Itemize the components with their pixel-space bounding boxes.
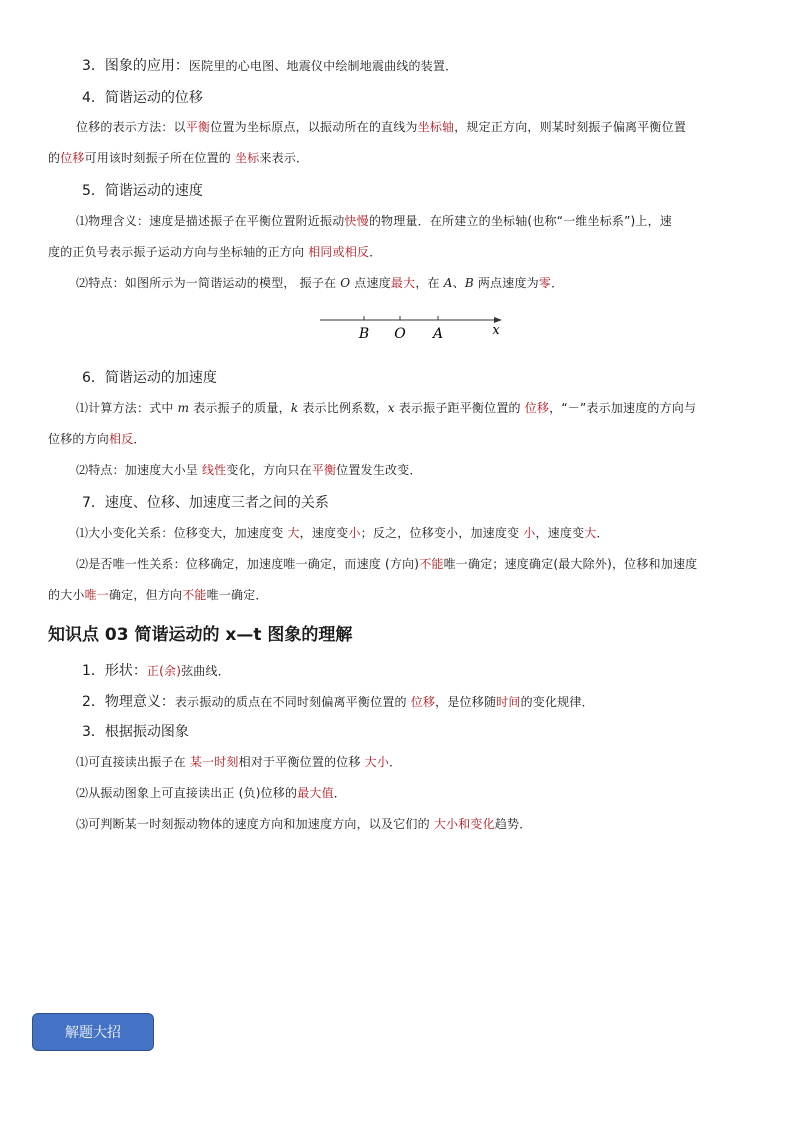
section-7-para1 [76, 524, 609, 541]
section-4-para-line1 [76, 118, 686, 135]
text-run: 确定，但方向 [109, 588, 183, 602]
text-run: ，是位移随 [435, 695, 497, 709]
keyword: 平衡 [311, 463, 337, 477]
label-b: B [358, 326, 370, 342]
text-run: ；反之，位移变小，加速度变 [360, 526, 524, 540]
label-x: x [492, 323, 500, 338]
section-3-number: 3． [82, 58, 105, 74]
text-run: 位移的表示方法：以 [76, 120, 186, 134]
text-run: 趋势． [494, 817, 532, 831]
symbol: A [443, 276, 453, 290]
section-3-text: 医院里的心电图、地震仪中绘制地震曲线的装置． [188, 59, 458, 73]
keyword: 唯一 [84, 588, 110, 602]
text-run: 的大小 [48, 588, 85, 602]
text-run: 来表示． [259, 151, 309, 165]
axis-diagram [318, 312, 508, 346]
label-o: O [394, 326, 406, 342]
keyword: 大小和变化 [433, 817, 495, 831]
text-run: 位置为坐标原点，以振动所在的直线为 [210, 120, 418, 134]
item-title: 1．形状： [82, 663, 147, 679]
text-run: 唯一确定；速度确定(最大除外)，位移和加速度 [443, 557, 698, 571]
keyword: 零 [538, 276, 552, 290]
label-a: A [432, 326, 444, 342]
keyword: 某一时刻 [189, 755, 239, 769]
section-3-line [82, 55, 457, 75]
keyword: 相同或相反 [308, 245, 370, 259]
text-run: ，速度变 [299, 526, 349, 540]
symbol: x [387, 401, 395, 415]
text-run: ⑶可判断某一时刻振动物体的速度方向和加速度方向，以及它们的 [76, 817, 434, 831]
keyword: 快慢 [344, 214, 369, 228]
axis-svg [318, 312, 508, 346]
keyword: 坐标 [235, 151, 260, 165]
symbol: B [464, 276, 474, 290]
symbol: k [290, 401, 299, 415]
text-run: ⑴物理含义：速度是描述振子在平衡位置附近振动 [76, 214, 345, 228]
text-run: 的物理量．在所建立的坐标轴(也称“一维坐标系”)上，速 [368, 214, 673, 228]
keyword: 平衡 [185, 120, 211, 134]
keyword: 大 [584, 526, 597, 540]
text-run: ． [333, 786, 346, 800]
keyword: 时间 [496, 695, 521, 709]
section-7-heading: 7．速度、位移、加速度三者之间的关系 [82, 495, 329, 511]
section-6-para1-line2 [48, 430, 146, 447]
text-run: ⑴计算方法：式中 [76, 401, 178, 415]
kp03-item-3-para1 [76, 753, 401, 770]
text-run: ，在 [415, 276, 444, 290]
text-run: 相对于平衡位置的位移 [238, 755, 365, 769]
text-run: 表示振动的质点在不同时刻偏离平衡位置的 [174, 695, 411, 709]
section-7-para2-line1 [76, 555, 697, 572]
section-5-para1-line1 [76, 212, 672, 229]
keyword: 最大值 [297, 786, 334, 800]
text-run: 表示振子的质量， [189, 401, 291, 415]
section-5-para1-line2 [48, 243, 381, 260]
keyword: 不能 [419, 557, 444, 571]
text-run: ． [551, 276, 564, 290]
kp03-item-3-heading: 3．根据振动图象 [82, 724, 189, 740]
text-run: ⑵特点：加速度大小呈 [76, 463, 203, 477]
text-run: ⑴大小变化关系：位移变大，加速度变 [76, 526, 288, 540]
section-4-para-line2 [48, 149, 308, 166]
kp03-item-1 [82, 660, 230, 680]
keyword: 不能 [182, 588, 207, 602]
keyword: 位移 [60, 151, 85, 165]
section-6-heading: 6．简谐运动的加速度 [82, 370, 217, 386]
text-run: 点速度 [350, 276, 391, 290]
keyword: 小 [348, 526, 361, 540]
knowledge-point-03-heading: 知识点 03 简谐运动的 x—t 图象的理解 [48, 625, 353, 645]
text-run: ，速度变 [535, 526, 585, 540]
section-5-heading: 5．简谐运动的速度 [82, 183, 203, 199]
keyword: 大小 [364, 755, 390, 769]
solution-tips-button[interactable]: 解题大招 [32, 1013, 154, 1051]
text-run: 的 [48, 151, 61, 165]
keyword: 大 [287, 526, 300, 540]
text-run: ． [596, 526, 609, 540]
text-run: 唯一确定． [206, 588, 268, 602]
text-run: 位置发生改变． [336, 463, 422, 477]
item-title: 2．物理意义： [82, 694, 175, 710]
text-run: ⑵从振动图象上可直接读出正 (负)位移的 [76, 786, 298, 800]
section-4-heading: 4．简谐运动的位移 [82, 90, 203, 106]
section-3-title: 图象的应用： [104, 58, 189, 74]
text-run: ⑴可直接读出振子在 [76, 755, 190, 769]
section-6-para1-line1 [76, 399, 696, 416]
symbol: m [177, 401, 190, 415]
text-run: 两点速度为 [473, 276, 539, 290]
text-run: 位移的方向 [48, 432, 110, 446]
text-run: ． [389, 755, 402, 769]
keyword: 最大 [390, 276, 416, 290]
text-run: 变化，方向只在 [226, 463, 312, 477]
text-run: ⑵特点：如图所示为一简谐运动的模型， 振子在 [76, 276, 341, 290]
text-run: ． [369, 245, 382, 259]
section-7-para2-line2 [48, 586, 268, 603]
keyword: 正(余) [146, 664, 182, 678]
keyword: 位移 [410, 695, 436, 709]
keyword: 位移 [524, 401, 550, 415]
text-run: 弦曲线． [181, 664, 230, 678]
text-run: 、 [452, 276, 465, 290]
text-run: 度的正负号表示振子运动方向与坐标轴的正方向 [48, 245, 309, 259]
text-run: 表示振子距平衡位置的 [394, 401, 525, 415]
symbol: O [340, 276, 351, 290]
keyword: 相反 [109, 432, 134, 446]
keyword: 坐标轴 [417, 120, 455, 134]
kp03-item-3-para3 [76, 815, 531, 832]
keyword: 小 [523, 526, 536, 540]
text-run: ⑵是否唯一性关系：位移确定，加速度唯一确定，而速度 (方向) [76, 557, 420, 571]
kp03-item-3-para2 [76, 784, 346, 801]
text-run: ，规定正方向，则某时刻振子偏离平衡位置 [454, 120, 687, 134]
keyword: 线性 [202, 463, 227, 477]
text-run: 的变化规律． [520, 695, 594, 709]
text-run: 表示比例系数， [298, 401, 388, 415]
text-run: ． [133, 432, 146, 446]
text-run: ，“－”表示加速度的方向与 [549, 401, 697, 415]
text-run: 可用该时刻振子所在位置的 [84, 151, 236, 165]
section-6-para2 [76, 461, 422, 478]
section-5-para2 [76, 274, 563, 291]
kp03-item-2 [82, 691, 594, 711]
